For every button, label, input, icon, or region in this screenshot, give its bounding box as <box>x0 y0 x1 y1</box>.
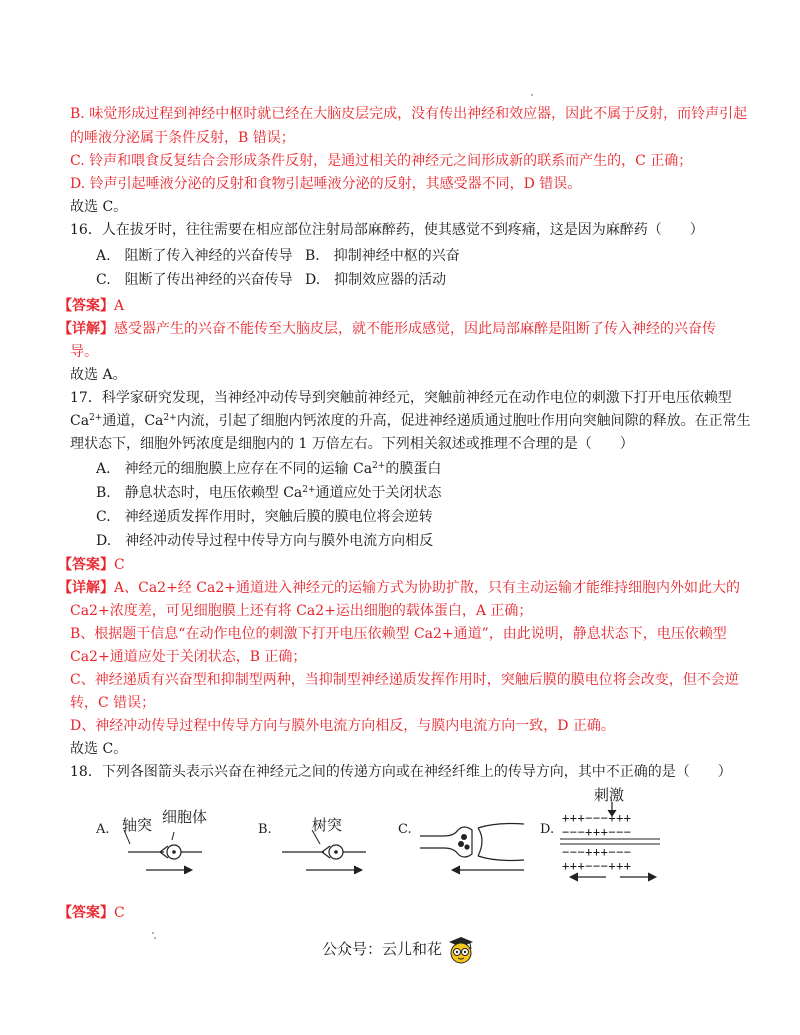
q17-option-b-text2: 通道应处于关闭状态 <box>315 485 442 501</box>
speck <box>154 937 156 939</box>
fig-d-row2: −−−+++−−− <box>562 825 632 839</box>
q17-detail-c1: C、神经递质有兴奋型和抑制型两种，当抑制型神经递质发挥作用时，突触后膜的膜电位将会改变，但不会逆 <box>70 672 739 688</box>
fig-b-dendrite-label: 树突 <box>312 816 343 834</box>
q17-answer <box>58 555 125 575</box>
q16-option-d: D. 抑制效应器的活动 <box>305 272 447 288</box>
q17-stem-line3: 理状态下，细胞外钙浓度是细胞内的 1 万倍左右。下列相关叙述或推理不合理的是（ ） <box>70 436 634 452</box>
fig-d-row3: −−−+++−−− <box>562 845 632 859</box>
q16-answer <box>58 296 124 316</box>
explanation-b-line1: B. 味觉形成过程到神经中枢时就已经在大脑皮层完成，没有传出神经和效应器，因此不属于反射，而铃声引起 <box>70 106 748 122</box>
q17-answer-value: C <box>114 557 125 573</box>
q17-detail-a1-text: A、Ca2+经 Ca2+通道进入神经元的运输方式为协助扩散，只有主动运输才能维持细胞内外如此大的 <box>114 580 740 596</box>
q16-stem: 16．人在拔牙时，往往需要在相应部位注射局部麻醉药，使其感觉不到疼痛，这是因为麻醉药（ ） <box>70 222 704 238</box>
explanation-b-line2: 的唾液分泌属于条件反射，B 错误； <box>70 130 295 146</box>
q17-option-a-text2: 的膜蛋白 <box>385 461 442 477</box>
q17-option-b-sup: 2+ <box>302 485 316 495</box>
q17-option-a <box>96 459 441 479</box>
q17-answer-tag: 【答案】 <box>58 557 114 573</box>
q16-conclusion: 故选 A。 <box>70 367 127 383</box>
fig-d-stim-label: 刺激 <box>594 786 625 804</box>
fig-d-charges-top <box>562 811 632 839</box>
q17-option-a-sup: 2+ <box>372 461 386 471</box>
q18-stem: 18．下列各图箭头表示兴奋在神经元之间的传递方向或在神经纤维上的传导方向，其中不正确的是（ ） <box>70 764 732 780</box>
fig-d-arrows <box>566 872 666 882</box>
explanation-d: D. 铃声引起唾液分泌的反射和食物引起唾液分泌的反射，其感受器不同，D 错误。 <box>70 176 582 192</box>
q17-option-b <box>96 483 442 503</box>
fig-a-diagram <box>110 828 220 874</box>
prev-conclusion: 故选 C。 <box>70 199 128 215</box>
q17-detail-b2: Ca2+通道应处于关闭状态，B 正确； <box>70 649 307 665</box>
q17-stem-part2: 通道，Ca <box>102 413 164 429</box>
q16-answer-tag: 【答案】 <box>58 298 114 314</box>
q16-detail-tag: 【详解】 <box>58 321 114 337</box>
q16-detail-text: 感受器产生的兴奋不能传至大脑皮层，就不能形成感觉，因此局部麻醉是阻断了传入神经的兴奋传 <box>114 321 716 337</box>
fig-b-label: B. <box>258 822 272 837</box>
q17-option-a-text1: A. 神经元的细胞膜上应存在不同的运输 Ca <box>96 461 373 477</box>
fig-d-row4: +++−−−+++ <box>562 859 632 873</box>
q18-answer-value: C <box>114 905 125 921</box>
q16-option-b: B. 抑制神经中枢的兴奋 <box>305 248 460 264</box>
q17-conclusion: 故选 C。 <box>70 741 128 757</box>
q17-option-c: C. 神经递质发挥作用时，突触后膜的膜电位将会逆转 <box>96 509 433 525</box>
q17-detail-a2: Ca2+浓度差，可见细胞膜上还有将 Ca2+运出细胞的载体蛋白，A 正确； <box>70 603 533 619</box>
q16-answer-value: A <box>114 298 125 314</box>
q17-option-d: D. 神经冲动传导过程中传导方向与膜外电流方向相反 <box>96 533 434 549</box>
fig-a-body-label: 细胞体 <box>162 808 208 826</box>
fig-d-charges-bottom <box>562 845 632 873</box>
fig-d-label: D. <box>540 822 555 837</box>
q17-stem-line2 <box>70 411 751 431</box>
fig-c-label: C. <box>398 822 412 837</box>
explanation-c: C. 铃声和喂食反复结合会形成条件反射，是通过相关的神经元之间形成新的联系而产生的，C 正确； <box>70 153 693 169</box>
q17-stem-line1: 17．科学家研究发现，当神经冲动传导到突触前神经元，突触前神经元在动作电位的刺激下打开电压依赖型 <box>70 390 732 406</box>
q16-option-c: C. 阻断了传出神经的兴奋传导 <box>96 272 293 288</box>
q18-answer <box>58 903 125 923</box>
q17-detail-d: D、神经冲动传导过程中传导方向与膜外电流方向相反，与膜内电流方向一致，D 正确。 <box>70 718 615 734</box>
q17-detail-c2: 转，C 错误； <box>70 695 156 711</box>
q17-stem-part3: 内流，引起了细胞内钙浓度的升高，促进神经递质通过胞吐作用向突触间隙的释放。在正常生 <box>176 413 751 429</box>
q17-detail-a1 <box>58 578 740 598</box>
speck <box>531 94 533 96</box>
fig-a-label: A. <box>96 822 110 837</box>
q17-detail-b1: B、根据题干信息“在动作电位的刺激下打开电压依赖型 Ca2+通道”，由此说明，静息状态下，电压依赖型 <box>70 626 727 642</box>
q17-option-b-text1: B. 静息状态时，电压依赖型 Ca <box>96 485 303 501</box>
footer-text: 公众号：云儿和花 <box>322 940 443 958</box>
fig-d-row1: +++−−−+++ <box>562 811 632 825</box>
q17-stem-sup2: 2+ <box>163 413 177 423</box>
q17-stem-sup1: 2+ <box>89 413 103 423</box>
q17-detail-tag: 【详解】 <box>58 580 114 596</box>
q16-detail-line1 <box>58 319 716 339</box>
fig-c-diagram <box>414 820 532 876</box>
mascot-icon <box>446 934 476 964</box>
q16-option-a: A. 阻断了传入神经的兴奋传导 <box>96 248 293 264</box>
fig-a-axon-label: 轴突 <box>122 816 153 834</box>
q16-detail-line2: 导。 <box>70 344 98 360</box>
q17-stem-ca: Ca <box>70 413 90 429</box>
speck <box>152 932 154 934</box>
q18-answer-tag: 【答案】 <box>58 905 114 921</box>
fig-b-diagram <box>272 828 382 874</box>
